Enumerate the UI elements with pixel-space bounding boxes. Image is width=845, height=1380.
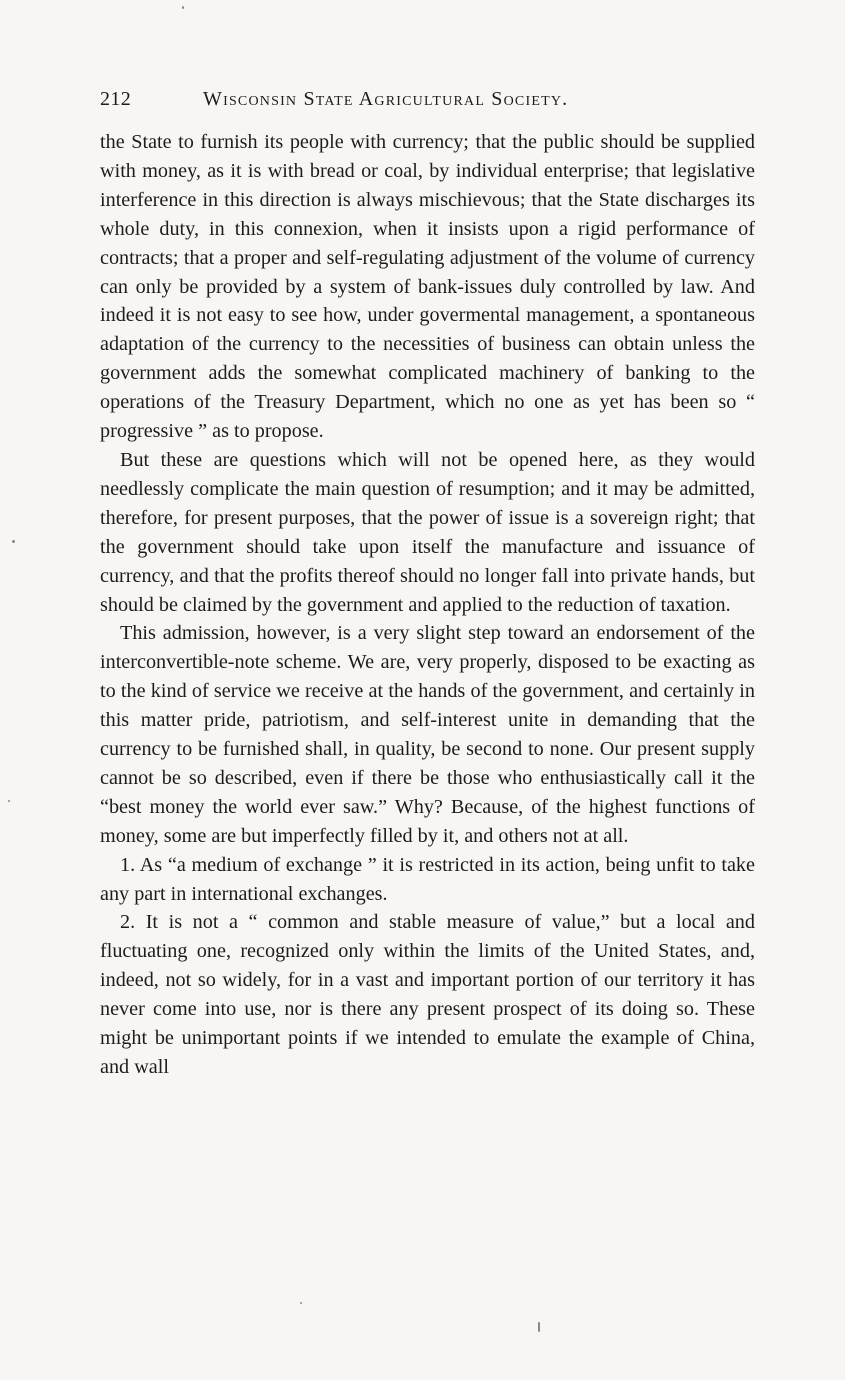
scan-speck (12, 540, 15, 543)
book-page (100, 88, 755, 1082)
numbered-paragraph: 1. As “a medium of exchange ” it is restricted in its action, being unfit to take any part in international exchanges. (100, 853, 755, 905)
paragraph-continuation: the State to furnish its people with currency; that the public should be supplied with money, as it is with bread or coal, by individual enterprise; that legislative interference in this direction is always mischievous; that the State discharges its whole duty, in this connexion, when it insists upon a rigid performance of contracts; that a proper and self-regulating adjustment of the volume of currency can only be provided by a system of bank-issues duly controlled by law. And indeed it is not easy to see how, under govermental management, a spontaneous adaptation of the currency to the necessities of business can obtain unless the government adds the somewhat complicated machinery of banking to the operations of the Treasury Department, which no one as yet has been so “ progressive ” as to propose. (100, 131, 755, 443)
scan-speck (538, 1322, 540, 1332)
page-number: 212 (100, 88, 132, 110)
scan-speck (8, 800, 10, 802)
page-header (100, 88, 755, 128)
scan-speck (182, 6, 184, 9)
running-head: Wisconsin State Agricultural Society. (203, 88, 569, 110)
paragraph: But these are questions which will not be opened here, as they would needlessly complicate the main question of resumption; and it may be admitted, therefore, for present purposes, that the power of issue is a sovereign right; that the government should take upon itself the manufacture and issuance of currency, and that the profits thereof should no longer fall into private hands, but should be claimed by the government and applied to the reduction of taxation. (100, 448, 755, 616)
body-text (100, 128, 755, 1082)
numbered-paragraph: 2. It is not a “ common and stable measure of value,” but a local and fluctuating one, recognized only within the limits of the United States, and, indeed, not so widely, for in a vast and important portion of our territory it has never come into use, nor is there any present prospect of its doing so. These might be unimportant points if we intended to emulate the example of China, and wall (100, 911, 755, 1078)
scan-speck (300, 1302, 302, 1304)
paragraph: This admission, however, is a very slight step toward an endorsement of the interconvertible-note scheme. We are, very properly, disposed to be exacting as to the kind of service we receive at the hands of the government, and certainly in this matter pride, patriotism, and self-interest unite in demanding that the currency to be furnished shall, in quality, be second to none. Our present supply cannot be so described, even if there be those who enthusiastically call it the “best money the world ever saw.” Why? Because, of the highest functions of money, some are but imperfectly filled by it, and others not at all. (100, 622, 755, 847)
